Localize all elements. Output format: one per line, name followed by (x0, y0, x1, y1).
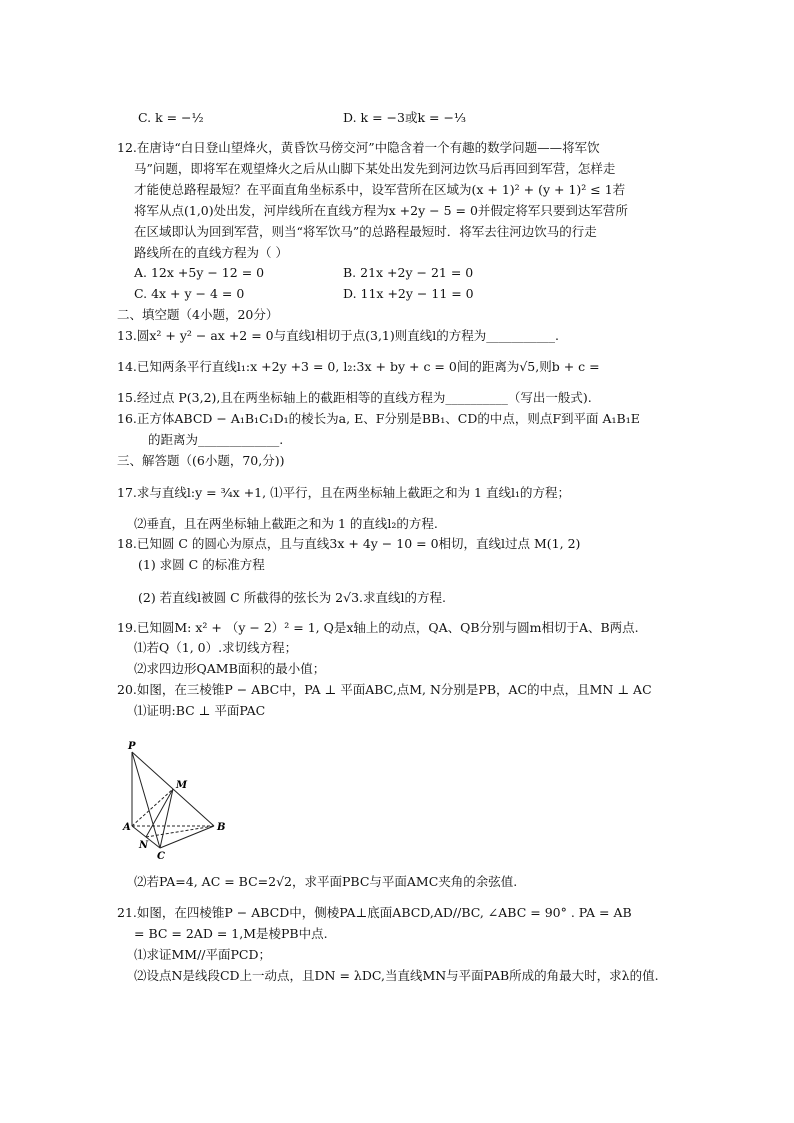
q12-line-2: 马”问题，即将军在观望烽火之后从山脚下某处出发先到河边饮马后再回到军营，怎样走 (134, 161, 616, 176)
segment-nb-hidden (146, 826, 214, 837)
q15: 15.经过点 P(3,2),且在两坐标轴上的截距相等的直线方程为__________（写出一般式). (117, 390, 592, 405)
q20-line-2: ⑴证明:BC ⊥ 平面PAC (134, 703, 266, 718)
q12-line-3: 才能使总路程最短？在平面直角坐标系中，设军营所在区域为(x + 1)² + (y + 1)² ≤ 1若 (134, 182, 626, 197)
q20-line-1: 20.如图，在三棱锥P − ABC中，PA ⊥ 平面ABC,点M, N分别是PB，AC的中点，且MN ⊥ AC (117, 682, 652, 697)
q18-line-3: (2) 若直线l被圆 C 所截得的弦长为 2√3.求直线l的方程. (138, 590, 446, 605)
q16-line-1: 16.正方体ABCD − A₁B₁C₁D₁的棱长为a, E、F分别是BB₁、CD的中点，则点F到平面 A₁B₁E (117, 411, 640, 426)
segment-mc (160, 789, 173, 848)
q21-line-2: = BC = 2AD = 1,M是棱PB中点. (134, 926, 328, 941)
q11-option-c: C. k = −½ (138, 110, 204, 125)
segment-am-hidden (132, 789, 173, 826)
q18-line-2: (1) 求圆 C 的标准方程 (138, 557, 265, 572)
q19-line-2: ⑴若Q（1, 0）.求切线方程； (134, 640, 298, 655)
label-a: A (123, 822, 131, 833)
q21-line-3: ⑴求证MM//平面PCD； (134, 947, 272, 962)
label-m: M (176, 780, 188, 791)
q19-line-3: ⑵求四边形QAMB面积的最小值； (134, 661, 326, 676)
q12-line-1: 12.在唐诗“白日登山望烽火，黄昏饮马傍交河”中隐含着一个有趣的数学问题——将军饮 (117, 140, 600, 155)
q21-line-4: ⑵设点N是线段CD上一动点，且DN = λDC,当直线MN与平面PAB所成的角最大时，求λ的值. (134, 968, 659, 983)
q12-option-c: C. 4x + y − 4 = 0 (134, 286, 245, 301)
q21-line-1: 21.如图，在四棱锥P − ABCD中，侧棱PA⊥底面ABCD,AD//BC, ∠ABC = 90° . PA = AB (117, 905, 632, 920)
q20-line-3: ⑵若PA=4, AC = BC=2√2，求平面PBC与平面AMC夹角的余弦值. (134, 874, 518, 889)
section-3-heading: 三、解答题（(6小题，70,分)) (117, 453, 285, 468)
q13: 13.圆x² + y² − ax +2 = 0与直线l相切于点(3,1)则直线l的方程为___________. (117, 328, 559, 343)
q12-line-5: 在区域即认为回到军营，则当“将军饮马”的总路程最短时．将军去往河边饮马的行走 (134, 224, 597, 239)
section-2-heading: 二、填空题（4小题，20分） (117, 307, 279, 322)
q17-line-2: ⑵垂直，且在两坐标轴上截距之和为 1 的直线l₂的方程. (134, 516, 438, 531)
edge-pc (132, 752, 160, 848)
q12-option-b: B. 21x +2y − 21 = 0 (343, 265, 474, 280)
q16-line-2: 的距离为_____________. (148, 432, 284, 447)
q19-line-1: 19.已知圆M: x² + （y − 2）² = 1, Q是x轴上的动点，QA、QB分别与圆m相切于A、B两点. (117, 620, 639, 635)
q12-option-d: D. 11x +2y − 11 = 0 (343, 286, 474, 301)
q17-line-1: 17.求与直线l:y = ¾x +1, ⑴平行，且在两坐标轴上截距之和为 1 直线l₁的方程； (117, 485, 570, 500)
edge-cb (160, 826, 214, 848)
q14: 14.已知两条平行直线l₁:x +2y +3 = 0, l₂:3x + by + c = 0间的距离为√5,则b + c = (117, 359, 600, 374)
q12-option-a: A. 12x +5y − 12 = 0 (134, 265, 265, 280)
label-p: P (128, 741, 136, 752)
q12-line-6: 路线所在的直线方程为（ ） (134, 245, 288, 260)
label-b: B (217, 822, 226, 833)
q12-line-4: 将军从点(1,0)处出发，河岸线所在直线方程为x +2y − 5 = 0并假定将军只要到达军营所 (134, 203, 628, 218)
label-c: C (157, 851, 165, 862)
pyramid-figure (120, 738, 240, 863)
q18-line-1: 18.已知圆 C 的圆心为原点，且与直线3x + 4y − 10 = 0相切，直线l过点 M(1, 2) (117, 536, 581, 551)
label-n: N (139, 840, 149, 851)
q11-option-d: D. k = −3或k = −⅓ (343, 110, 467, 125)
